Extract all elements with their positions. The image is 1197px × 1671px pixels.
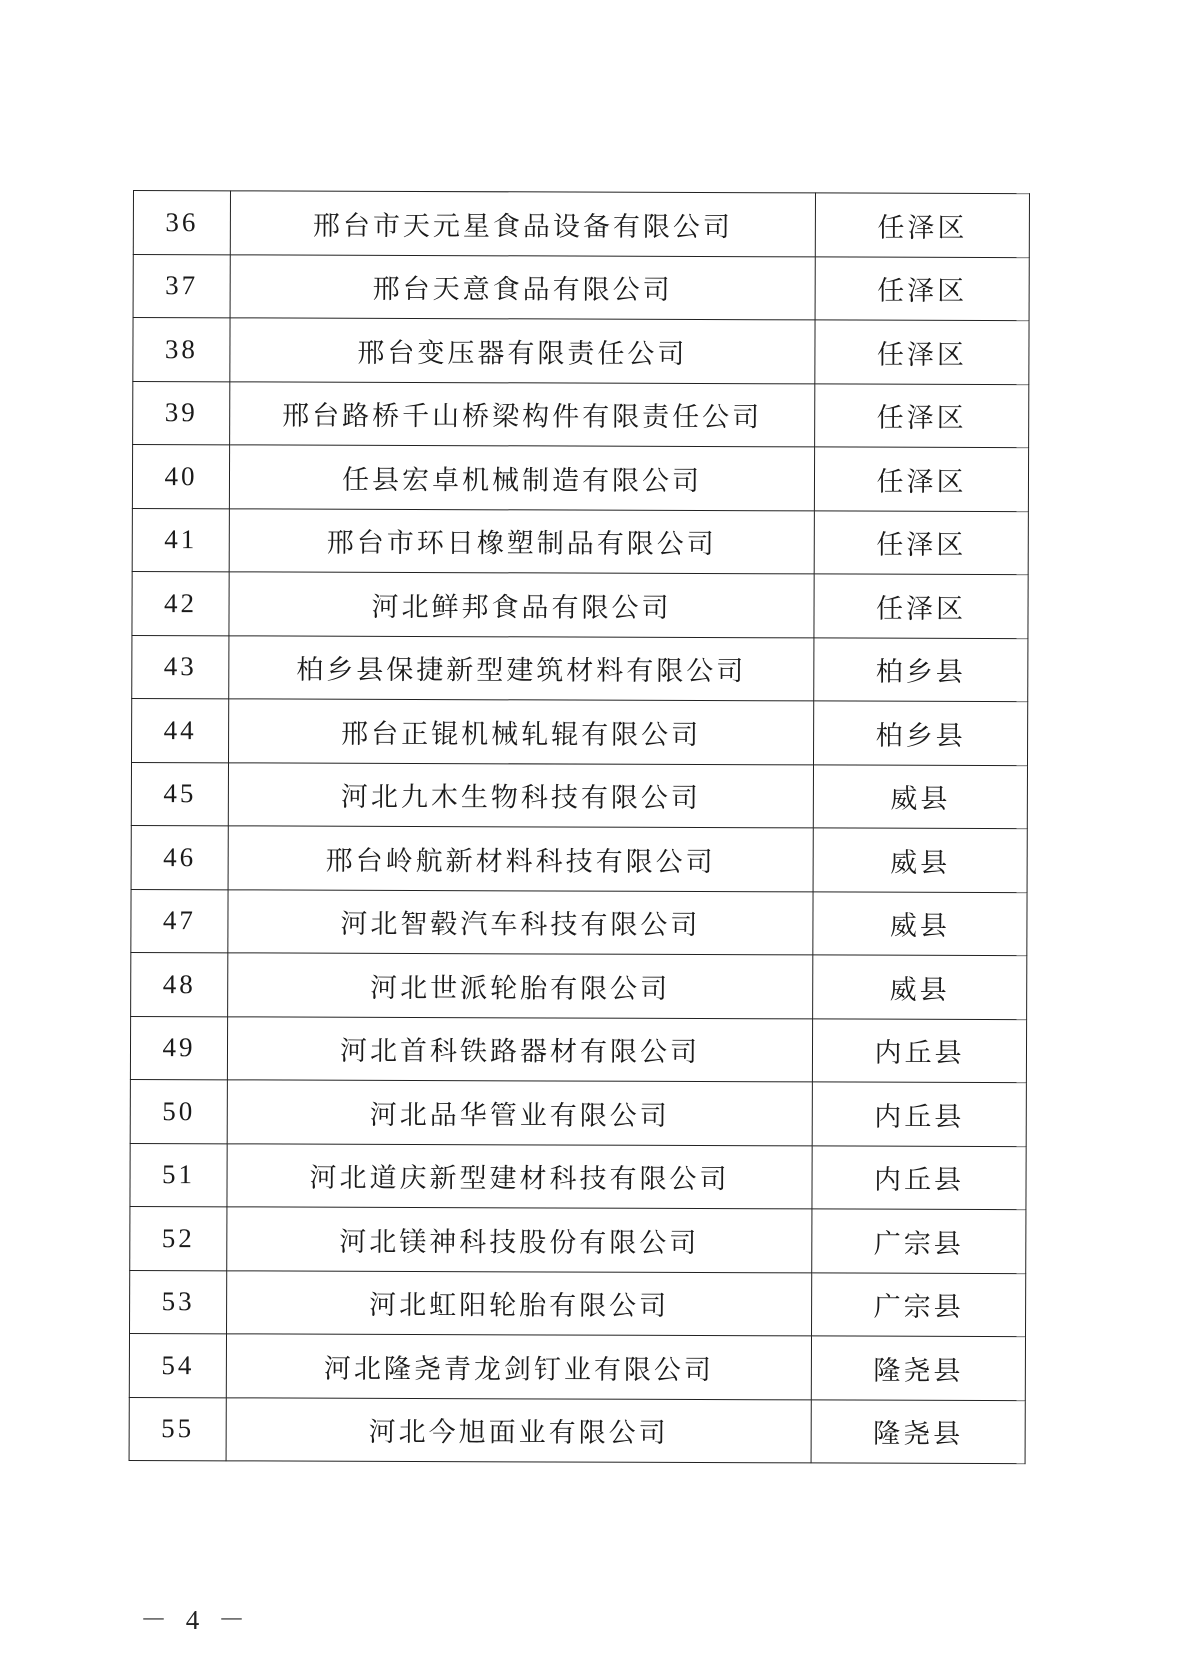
- table-row: [133, 381, 1029, 448]
- table-row: [130, 1079, 1026, 1146]
- table-row: [132, 508, 1028, 575]
- company-name: 河北世派轮胎有限公司: [228, 953, 813, 1019]
- company-name: 邢台路桥千山桥梁构件有限责任公司: [230, 381, 815, 447]
- company-name: 邢台市天元星食品设备有限公司: [230, 191, 815, 257]
- row-number: 40: [132, 445, 229, 509]
- page-number: － 4 －: [140, 1605, 251, 1635]
- table-row: [132, 571, 1028, 638]
- district: 威县: [813, 764, 1027, 828]
- row-number: 50: [130, 1079, 227, 1143]
- row-number: 39: [133, 381, 230, 445]
- row-number: 46: [131, 825, 228, 889]
- row-number: 41: [132, 508, 229, 572]
- company-name: 柏乡县保捷新型建筑材料有限公司: [229, 635, 814, 701]
- row-number: 49: [130, 1016, 227, 1080]
- table-body: [129, 191, 1029, 1464]
- company-name: 河北品华管业有限公司: [227, 1080, 812, 1146]
- district: 威县: [813, 828, 1027, 892]
- company-name: 邢台岭航新材料科技有限公司: [228, 826, 813, 892]
- district: 隆尧县: [811, 1336, 1025, 1400]
- table-row: [131, 889, 1027, 956]
- district: 广宗县: [812, 1209, 1026, 1273]
- district: 威县: [813, 955, 1027, 1019]
- table-row: [133, 318, 1029, 385]
- table-row: [129, 1333, 1025, 1400]
- table-row: [131, 762, 1027, 829]
- row-number: 52: [130, 1206, 227, 1270]
- district: 隆尧县: [811, 1399, 1025, 1463]
- company-name: 河北九木生物科技有限公司: [228, 762, 813, 828]
- company-name: 河北鲜邦食品有限公司: [229, 572, 814, 638]
- row-number: 36: [133, 191, 230, 255]
- row-number: 37: [133, 254, 230, 318]
- row-number: 47: [131, 889, 228, 953]
- district: 任泽区: [814, 447, 1028, 511]
- company-name: 河北智毂汽车科技有限公司: [228, 889, 813, 955]
- company-name: 河北今旭面业有限公司: [226, 1397, 811, 1463]
- company-name: 邢台正锟机械轧辊有限公司: [229, 699, 814, 765]
- row-number: 44: [132, 698, 229, 762]
- row-number: 54: [129, 1333, 226, 1397]
- table-row: [130, 1016, 1026, 1083]
- table-row: [132, 445, 1028, 512]
- table-row: [130, 1206, 1026, 1273]
- district: 任泽区: [815, 256, 1029, 320]
- table-row: [132, 635, 1028, 702]
- row-number: 42: [132, 571, 229, 635]
- district: 任泽区: [815, 383, 1029, 447]
- company-list-table: [129, 190, 1030, 1464]
- district: 任泽区: [815, 193, 1029, 257]
- district: 广宗县: [812, 1272, 1026, 1336]
- table-row: [131, 825, 1027, 892]
- table-row: [133, 191, 1029, 258]
- company-name: 河北虹阳轮胎有限公司: [227, 1270, 812, 1336]
- company-name: 邢台天意食品有限公司: [230, 254, 815, 320]
- row-number: 51: [130, 1143, 227, 1207]
- company-name: 河北道庆新型建材科技有限公司: [227, 1143, 812, 1209]
- company-name: 邢台变压器有限责任公司: [230, 318, 815, 384]
- table-row: [131, 952, 1027, 1019]
- table-row: [133, 254, 1029, 321]
- table-row: [129, 1397, 1025, 1464]
- row-number: 53: [130, 1270, 227, 1334]
- company-name: 河北首科铁路器材有限公司: [227, 1016, 812, 1082]
- district: 威县: [813, 891, 1027, 955]
- row-number: 45: [131, 762, 228, 826]
- district: 任泽区: [814, 510, 1028, 574]
- row-number: 48: [131, 952, 228, 1016]
- district: 任泽区: [815, 320, 1029, 384]
- table-row: [130, 1270, 1026, 1337]
- row-number: 43: [132, 635, 229, 699]
- row-number: 38: [133, 318, 230, 382]
- table-row: [130, 1143, 1026, 1210]
- company-name: 河北隆尧青龙剑钉业有限公司: [226, 1334, 811, 1400]
- company-name: 任县宏卓机械制造有限公司: [229, 445, 814, 511]
- company-name: 河北镁神科技股份有限公司: [227, 1207, 812, 1273]
- district: 内丘县: [812, 1018, 1026, 1082]
- district: 柏乡县: [814, 637, 1028, 701]
- district: 任泽区: [814, 574, 1028, 638]
- district: 柏乡县: [813, 701, 1027, 765]
- row-number: 55: [129, 1397, 226, 1461]
- table-row: [132, 698, 1028, 765]
- district: 内丘县: [812, 1082, 1026, 1146]
- district: 内丘县: [812, 1145, 1026, 1209]
- company-name: 邢台市环日橡塑制品有限公司: [229, 508, 814, 574]
